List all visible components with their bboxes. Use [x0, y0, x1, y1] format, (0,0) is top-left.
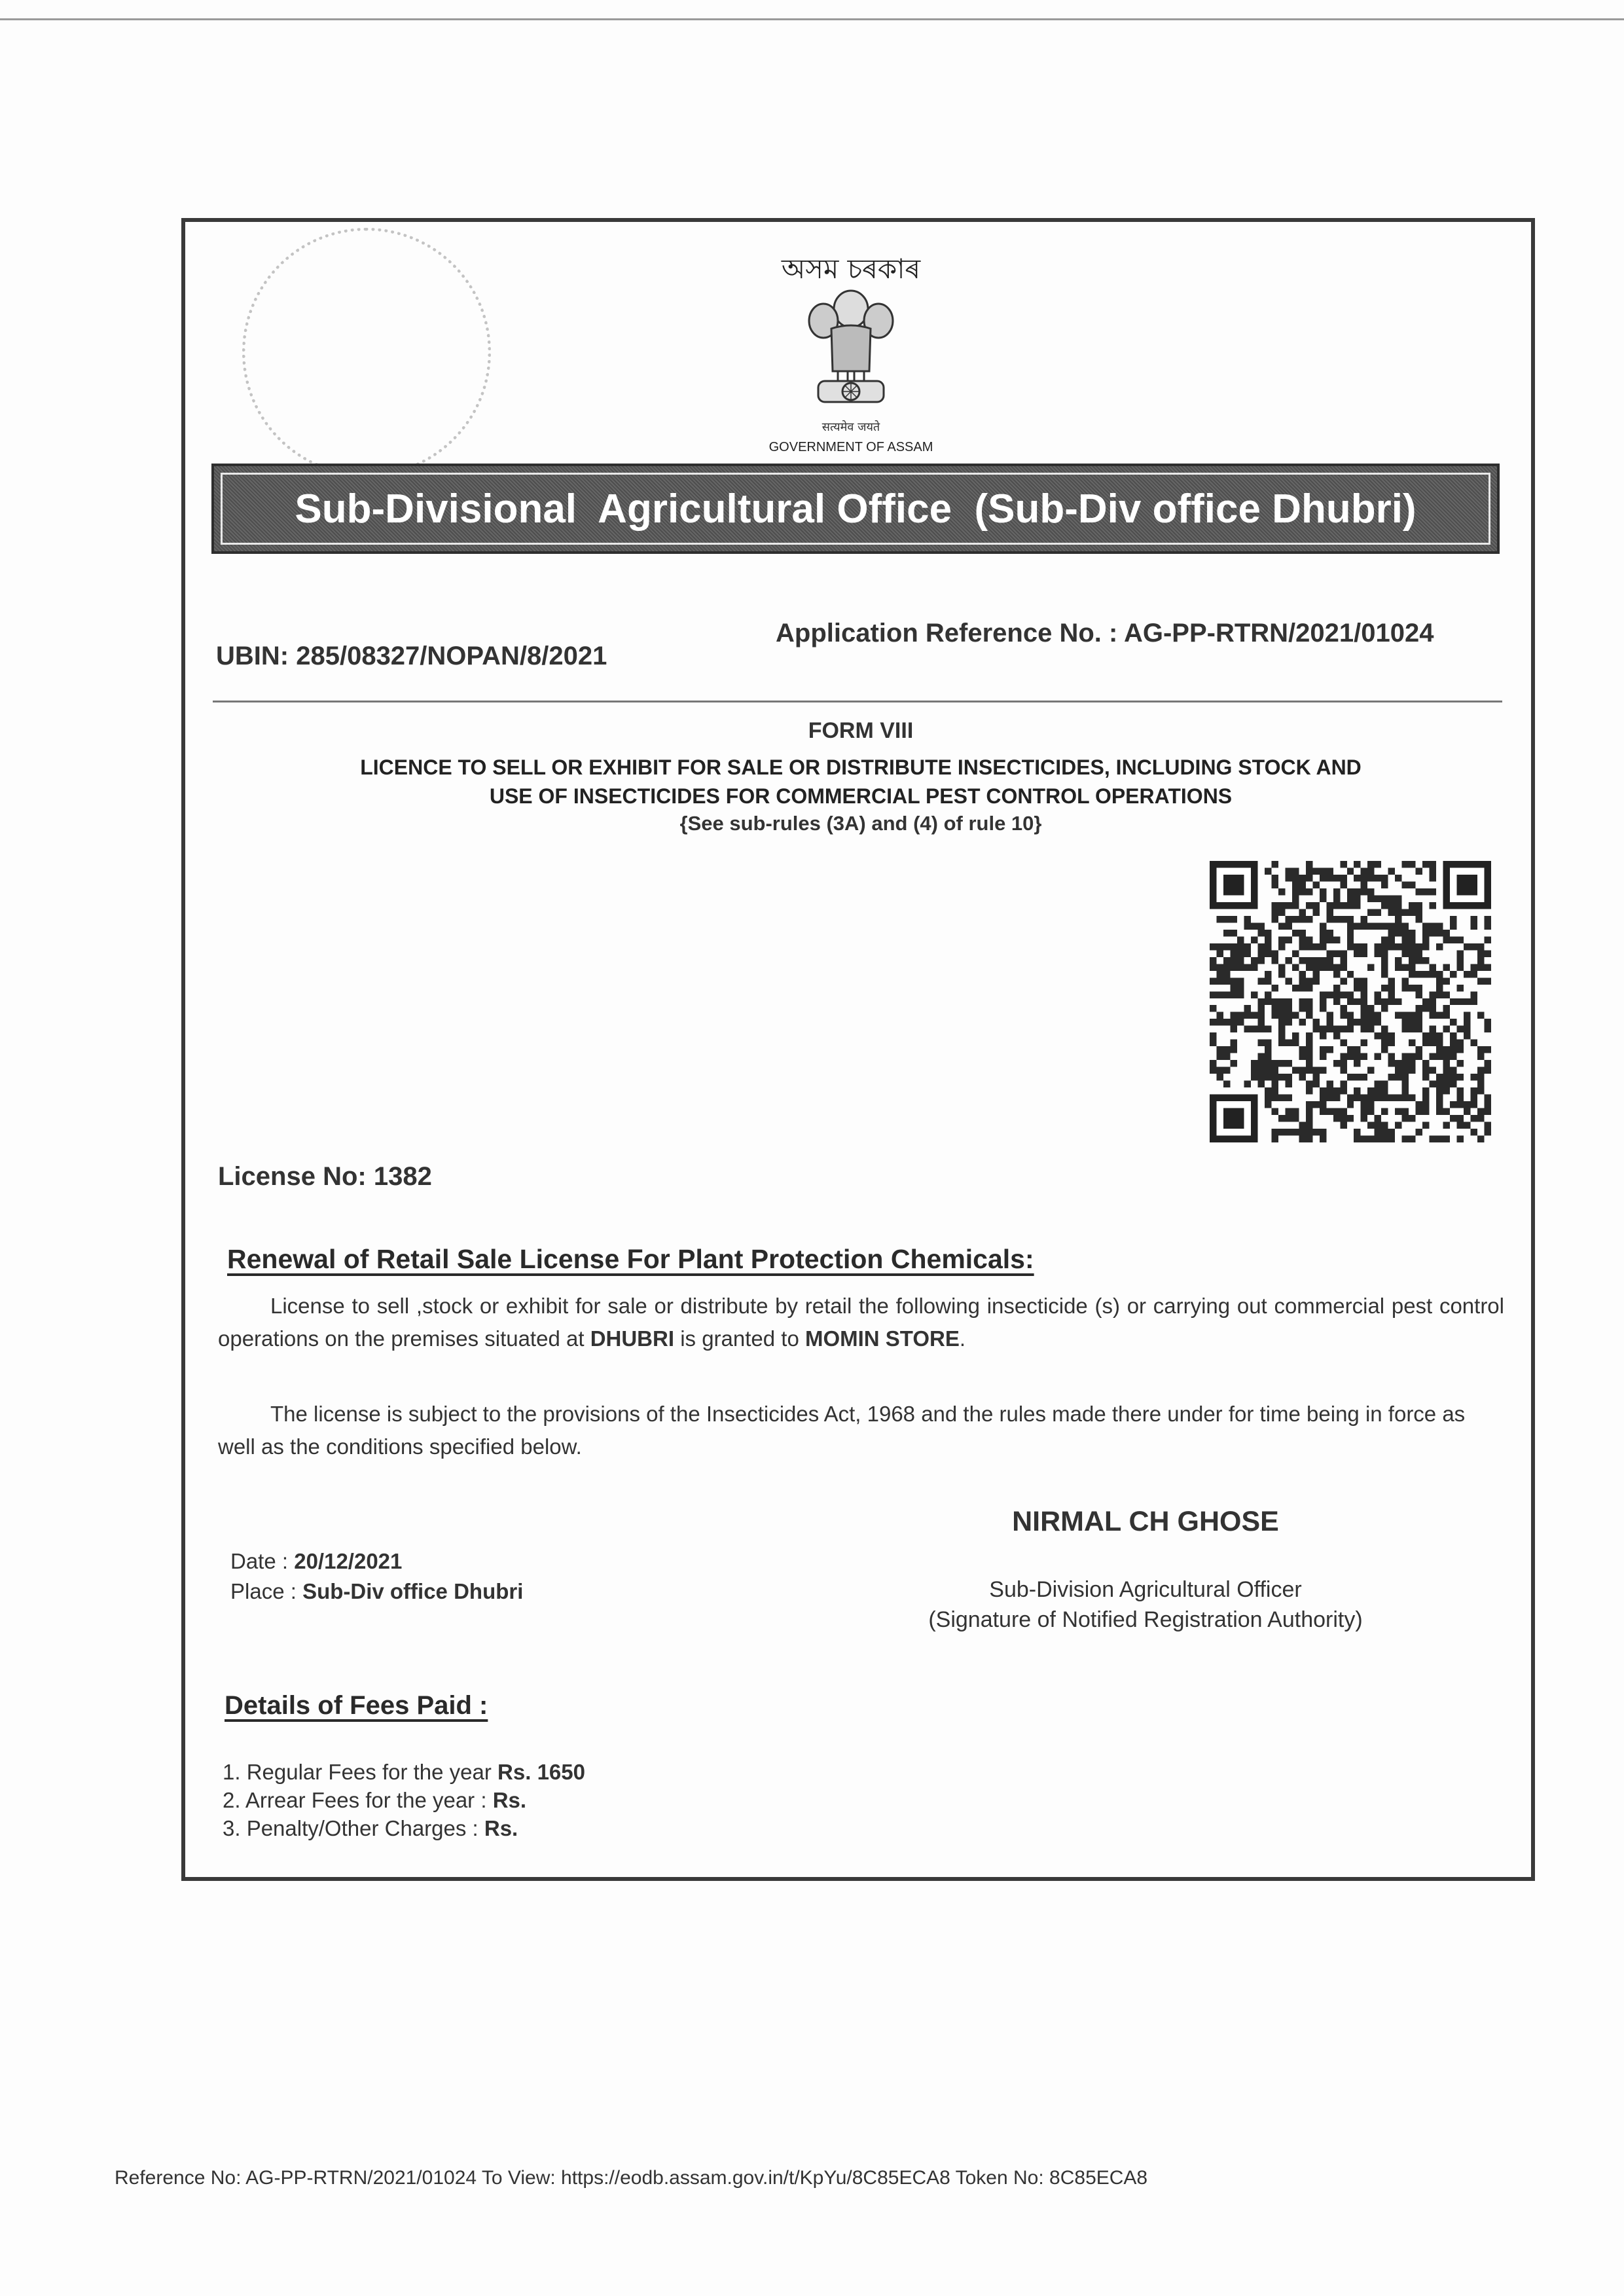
ubin-label: UBIN:	[216, 642, 289, 670]
officer-designation-block	[851, 1575, 1440, 1635]
grant-text-a: License to sell ,stock or exhibit for sale or distribute by retail the following insecticide (s) or carrying out commercial pest control operations on the premises situated at	[218, 1294, 1504, 1351]
footer-reference: Reference No: AG-PP-RTRN/2021/01024 To View: https://eodb.assam.gov.in/t/KpYu/8C85ECA8 Token No: 8C85ECA8	[115, 2167, 1148, 2189]
qr-code[interactable]	[1210, 861, 1491, 1142]
emblem-motto: सत्यमेव जयते	[821, 420, 880, 434]
date-value: 20/12/2021	[294, 1549, 403, 1573]
ubin-line	[216, 642, 607, 671]
license-label: License No:	[218, 1162, 367, 1191]
app-ref-value: AG-PP-RTRN/2021/01024	[1123, 619, 1434, 647]
section-heading: Renewal of Retail Sale License For Plant Protection Chemicals:	[227, 1244, 1034, 1274]
officer-designation: Sub-Division Agricultural Officer	[989, 1577, 1302, 1602]
fees-heading: Details of Fees Paid :	[225, 1691, 488, 1720]
state-emblem-icon	[792, 283, 910, 414]
signature-note: (Signature of Notified Registration Authority)	[928, 1607, 1363, 1632]
grant-text-b: is granted to	[680, 1326, 799, 1351]
place-label: Place :	[230, 1579, 297, 1603]
fee-value: Rs.	[492, 1788, 527, 1812]
app-ref-label: Application Reference No. :	[776, 619, 1118, 647]
licence-title	[196, 753, 1525, 811]
office-banner-title: Sub-Divisional Agricultural Office (Sub-Div office Dhubri)	[295, 486, 1416, 532]
fee-item	[223, 1786, 585, 1814]
licence-title-line1: LICENCE TO SELL OR EXHIBIT FOR SALE OR DISTRIBUTE INSECTICIDES, INCLUDING STOCK AND	[360, 756, 1362, 779]
licence-title-line2: USE OF INSECTICIDES FOR COMMERCIAL PEST CONTROL OPERATIONS	[489, 784, 1233, 808]
premises-place: DHUBRI	[590, 1326, 675, 1351]
government-label: GOVERNMENT OF ASSAM	[768, 440, 933, 454]
license-number-line	[218, 1162, 432, 1192]
assamese-government-title: অসম চৰকাৰ	[781, 253, 921, 285]
licensee-name: MOMIN STORE	[804, 1326, 960, 1351]
fee-item	[223, 1814, 585, 1842]
office-banner	[211, 464, 1500, 554]
fee-item	[223, 1758, 585, 1786]
header-separator	[213, 701, 1502, 702]
issue-date-line	[230, 1546, 523, 1576]
fee-label: 1. Regular Fees for the year	[223, 1760, 492, 1784]
fees-list	[223, 1758, 585, 1842]
license-number: 1382	[373, 1162, 432, 1191]
fee-value: Rs. 1650	[497, 1760, 585, 1784]
page-top-rule	[0, 18, 1624, 20]
fee-label: 2. Arrear Fees for the year :	[223, 1788, 487, 1812]
officer-name: NIRMAL CH GHOSE	[1012, 1506, 1279, 1537]
sub-rules-reference: {See sub-rules (3A) and (4) of rule 10}	[679, 812, 1042, 835]
office-seal-stamp	[242, 228, 491, 477]
ubin-value: 285/08327/NOPAN/8/2021	[296, 642, 607, 670]
date-place-block	[230, 1546, 523, 1607]
grant-text-end: .	[959, 1326, 966, 1351]
application-reference-line	[776, 619, 1434, 648]
date-label: Date :	[230, 1549, 289, 1573]
place-value: Sub-Div office Dhubri	[302, 1579, 524, 1603]
form-number: FORM VIII	[808, 718, 914, 743]
grant-paragraph	[218, 1290, 1504, 1355]
issue-place-line	[230, 1576, 523, 1607]
fee-value: Rs.	[484, 1816, 518, 1840]
fee-label: 3. Penalty/Other Charges :	[223, 1816, 478, 1840]
conditions-paragraph: The license is subject to the provisions of the Insecticides Act, 1968 and the rules made there under for time being in force as well as the conditions specified below.	[218, 1402, 1466, 1459]
